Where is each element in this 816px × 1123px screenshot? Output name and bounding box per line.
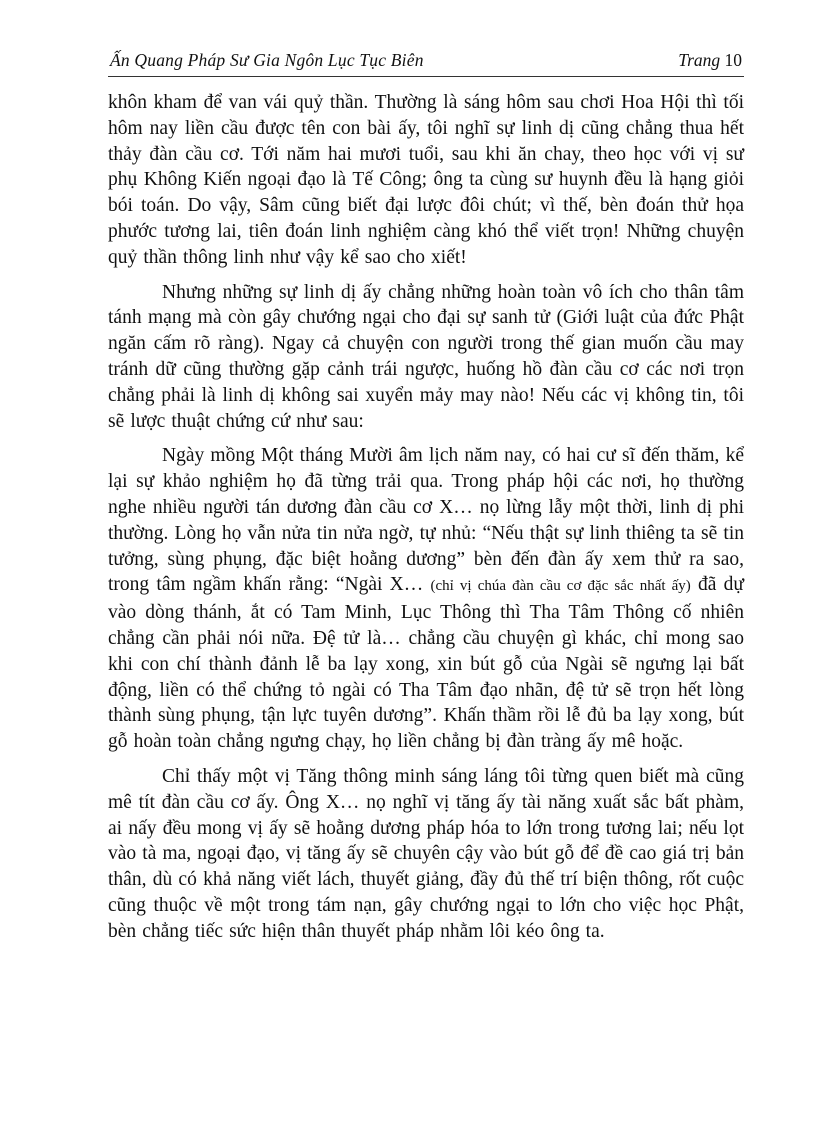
paragraph-3 <box>108 443 744 755</box>
paragraph-2: Nhưng những sự linh dị ấy chẳng những hoàn toàn vô ích cho thân tâm tánh mạng mà còn gây chướng ngại cho đại sự sanh tử (Giới luật của đức Phật ngăn cấm rõ ràng). Ngay cả chuyện con người trong thế gian muốn cầu may tránh dữ cũng thường gặp cảnh trái ngược, huống hồ đàn cầu cơ các nơi trọn chẳng phải là linh dị không sai xuyển mảy may nào! Nếu các vị không tin, tôi sẽ lược thuật chứng cứ như sau: <box>108 281 744 432</box>
paragraph-1: khôn kham để van vái quỷ thần. Thường là sáng hôm sau chơi Hoa Hội thì tối hôm nay liền cầu được tên con bài ấy, tôi nghĩ sự linh dị cũng chẳng thua hết thảy đàn cầu cơ. Tới năm hai mươi tuổi, sau khi ăn chay, theo học với vị sư phụ Không Kiến ngoại đạo là Tế Công; ông ta cùng sư huynh đều là hạng giỏi bói toán. Do vậy, Sâm cũng biết đại lược đôi chút; vì thế, bèn đoán thử họa phước tương lai, tiên đoán linh nghiệm càng khó thể viết trọn! Những chuyện quỷ thần thông linh như vậy kể sao cho xiết! <box>108 92 744 268</box>
page-indicator <box>678 50 742 71</box>
document-body <box>108 90 744 945</box>
document-title: Ấn Quang Pháp Sư Gia Ngôn Lục Tục Biên <box>110 50 424 70</box>
paragraph-3-text: Ngày mồng Một tháng Mười âm lịch năm nay, có hai cư sĩ đến thăm, kể lại sự khảo nghiệm họ đã từng trải qua. Trong pháp hội các nơi, họ thường nghe nhiều người tán dương đàn cầu cơ X… nọ lừng lẫy một thời, linh dị phi thường. Lòng họ vẫn nửa tin nửa ngờ, tự nhủ: “Nếu thật sự linh thiêng ta sẽ tin tưởng, sùng phụng, đặc biệt hoằng dương” bèn đến đàn ấy xem thử ra sao, trong tâm ngầm khấn rằng: “Ngài X… <box>108 445 744 596</box>
paragraph-4: Chỉ thấy một vị Tăng thông minh sáng láng tôi từng quen biết mà cũng mê tít đàn cầu cơ ấy. Ông X… nọ nghĩ vị tăng ấy tài năng xuất sắc bất phàm, ai nấy đều mong vị ấy sẽ hoằng dương pháp hóa to lớn trong tương lai; nếu lọt vào tà ma, ngoại đạo, vị tăng ấy sẽ chuyên cậy vào bút gỗ để đề cao giá trị bản thân, dù có khả năng viết lách, thuyết giảng, đầy đủ thế trí biện thông, rốt cuộc cũng thuộc về một trong tám nạn, gây chướng ngại to lớn cho việc học Phật, bèn chẳng tiếc sức hiện thân thuyết pháp nhằm lôi kéo ông ta. <box>108 765 744 942</box>
page-header <box>108 50 744 77</box>
paragraph-3-inline-note: (chỉ vị chúa đàn cầu cơ đặc sắc nhất ấy) <box>430 578 691 595</box>
page-label: Trang <box>678 50 721 70</box>
paragraph-3-text-continued: đã dự vào dòng thánh, ắt có Tam Minh, Lục Thông thì Tha Tâm Thông cố nhiên chẳng cần phải nói nữa. Đệ tử là… chẳng cầu chuyện gì khác, chỉ mong sao khi con chí thành đảnh lễ ba lạy xong, xin bút gỗ của Ngài sẽ ngưng lại bất động, liền có thể chứng tỏ ngài có Tha Tâm đạo nhãn, đệ tử sẽ trọn hết lòng thành sùng phụng, tận lực tuyên dương”. Khấn thầm rồi lễ đủ ba lạy xong, bút gỗ hoàn toàn chẳng ngưng chạy, họ liền chẳng bị đàn tràng ấy mê hoặc. <box>108 574 744 753</box>
page-number: 10 <box>724 50 742 70</box>
